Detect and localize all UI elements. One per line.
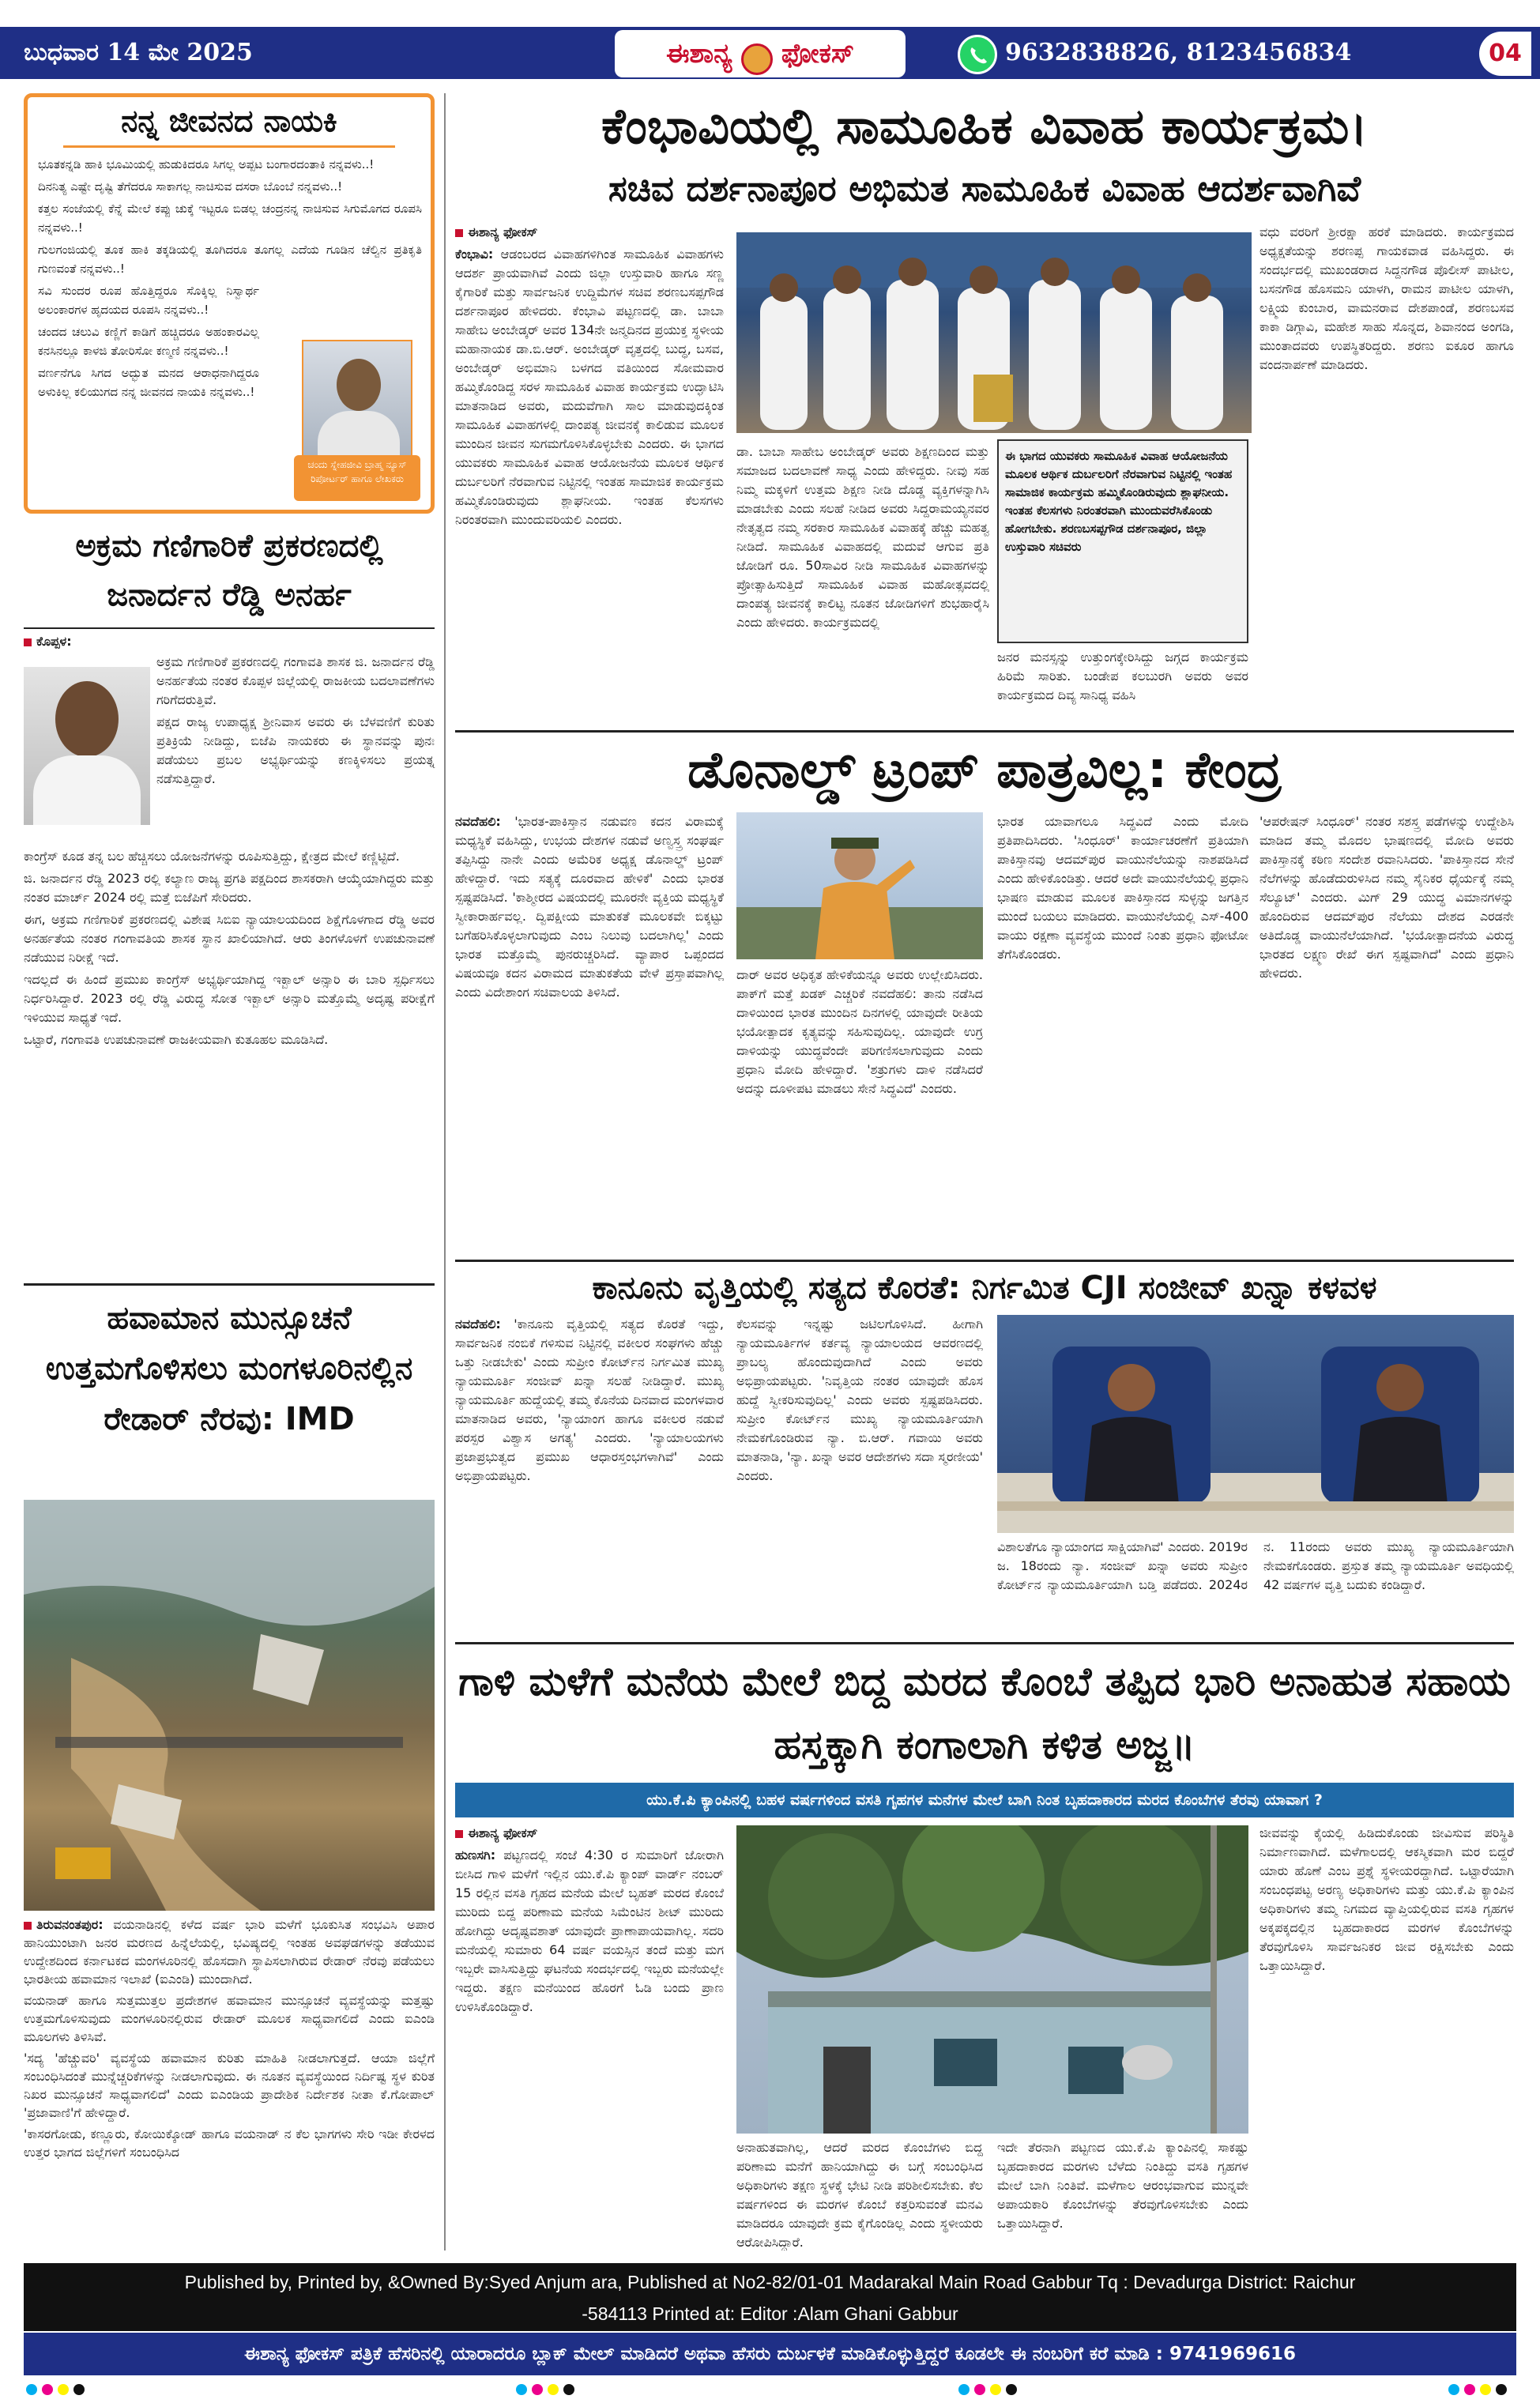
- trump-photo-modi: [736, 812, 983, 959]
- reddy-paragraph: ಒಟ್ಟಾರೆ, ಗಂಗಾವತಿ ಉಪಚುನಾವಣೆ ರಾಜಕೀಯವಾಗಿ ಕುತೂಹಲ ಮೂಡಿಸಿದೆ.: [24, 1032, 329, 1047]
- tree-col1: [455, 1824, 724, 2250]
- trump-col3: ಭಾರತ ಯಾವಾಗಲೂ ಸಿದ್ಧವಿದೆ ಎಂದು ಮೋದಿ ಪ್ರತಿಪಾದಿಸಿದರು. 'ಸಿಂಧೂರ್' ಕಾರ್ಯಾಚರಣೆಗೆ ಪ್ರತಿಯಾಗಿ ಪಾಕಿಸ್ತಾನವು ಆದಮ್‌ಪುರ ವಾಯುನೆಲೆಯನ್ನು ನಾಶಪಡಿಸಿದೆ ಎಂದು ಹೇಳಿಕೊಂಡಿತ್ತು. ಆದರೆ ಅದೇ ವಾಯುನೆಲೆಯಲ್ಲಿ ಪ್ರಧಾನಿ ಭಾಷಣ ಮಾಡುವ ಮೂಲಕ ಪಾಕಿಸ್ತಾನದ ಸುಳ್ಳನ್ನು ಜಗತ್ತಿನ ಮುಂದೆ ಬಯಲು ಮಾಡಿದರು. ವಾಯುನೆಲೆಯಲ್ಲಿ ಎಸ್-400 ವಾಯು ರಕ್ಷಣಾ ವ್ಯವಸ್ಥೆಯ ಮುಂದೆ ನಿಂತು ಪ್ರಧಾನಿ ಫೋಟೋ ತೆಗೆಸಿಕೊಂಡರು.: [997, 814, 1248, 962]
- tree-dateline: ಹುಣಸಗಿ:: [455, 1847, 496, 1863]
- marriage-col2: ಡಾ. ಬಾಬಾ ಸಾಹೇಬ ಅಂಬೇಡ್ಕರ್ ಅವರು ಶಿಕ್ಷಣದಿಂದ ಮತ್ತು ಸಮಾಜದ ಬದಲಾವಣೆ ಸಾಧ್ಯ ಎಂದು ಹೇಳಿದ್ದರು. ನೀವು ಸಹ ನಿಮ್ಮ ಮಕ್ಕಳಿಗೆ ಉತ್ತಮ ಶಿಕ್ಷಣ ನೀಡಿ ದೊಡ್ಡ ವ್ಯಕ್ತಿಗಳನ್ನಾಗಿಸಿ ಮಾಡಬೇಕು ಎಂದು ಸಲಹೆ ನೀಡಿದ ಅವರು ಸಿದ್ದರಾಮಯ್ಯನವರ ನೇತೃತ್ವದ ನಮ್ಮ ಸರಕಾರ ಸಾಮೂಹಿಕ ವಿವಾಹಕ್ಕೆ ಹೆಚ್ಚು ಮಹತ್ವ ನೀಡಿದೆ. ಸಾಮೂಹಿಕ ವಿವಾಹದಲ್ಲಿ ಮದುವೆ ಆಗುವ ಪ್ರತಿ ಜೋಡಿಗೆ ರೂ. 50ಸಾವಿರ ನೀಡಿ ಸಾಮೂಹಿಕ ವಿವಾಹಗಳನ್ನು ಪ್ರೋತ್ಸಾಹಿಸುತ್ತಿದೆ ಸಾಮೂಹಿಕ ವಿವಾಹ ಮಹೋತ್ಸವದಲ್ಲಿ ದಾಂಪತ್ಯ ಜೀವನಕ್ಕೆ ಕಾಲಿಟ್ಟ ನೂತನ ಜೋಡಿಗಳಿಗೆ ಶುಭಹಾರೈಸಿ ಎಂದು ಹೇಳಿದರು. ಕಾರ್ಯಕ್ರಮದಲ್ಲಿ: [736, 444, 989, 630]
- paper-name-part2: ಫೋಕಸ್: [781, 38, 855, 70]
- tree-col2: ಅನಾಹುತವಾಗಿಲ್ಲ, ಆದರೆ ಮರದ ಕೊಂಬೆಗಳು ಬಿದ್ದ ಪರಿಣಾಮ ಮನೆಗೆ ಹಾನಿಯಾಗಿದ್ದು ಈ ಬಗ್ಗೆ ಸಂಬಂಧಿಸಿದ ಅಧಿಕಾರಿಗಳು ತಕ್ಷಣ ಸ್ಥಳಕ್ಕೆ ಭೇಟಿ ನೀಡಿ ಪರಿಶೀಲಿಸಬೇಕು. ಕೆಲ ವರ್ಷಗಳಿಂದ ಈ ಮರಗಳ ಕೊಂಬೆ ಕತ್ತರಿಸುವಂತೆ ಮನವಿ ಮಾಡಿದರೂ ಯಾವುದೇ ಕ್ರಮ ಕೈಗೊಂಡಿಲ್ಲ ಎಂದು ಸ್ಥಳೀಯರು ಆರೋಪಿಸಿದ್ದಾರೆ.: [736, 2140, 983, 2250]
- column-separator: [444, 93, 446, 2250]
- radar-paragraph: [24, 1915, 435, 1988]
- whatsapp-icon: [958, 35, 997, 74]
- radar-photo-flood: [24, 1500, 435, 1911]
- reddy-photo: [24, 667, 150, 825]
- author-body: [318, 411, 400, 458]
- registration-marks: [24, 2383, 1516, 2396]
- masthead-phones: 9632838826, 8123456834: [1005, 39, 1352, 66]
- footer-imprint: [24, 2263, 1516, 2331]
- poem-line: ಸವಿ ಸುಂದರ ರೂಪ ಹೊತ್ತಿದ್ದರೂ ಸೊಕ್ಕಿಲ್ಲ ನಿಸ್ವಾರ್ಥ ಅಲಂಕಾರಗಳ ಹೃದಯದ ರೂಪಸಿ ನನ್ನವಳು..!: [38, 284, 259, 317]
- page-number: 04: [1479, 32, 1531, 76]
- tree-photo: [736, 1825, 1248, 2134]
- reddy-shirt: [33, 755, 141, 825]
- trump-col1: [455, 812, 724, 1255]
- reddy-paragraph: ಪಕ್ಷದ ರಾಜ್ಯ ಉಪಾಧ್ಯಕ್ಷ ಶ್ರೀನಿವಾಸ ಅವರು ಈ ಬೆಳವಣಿಗೆ ಕುರಿತು ಪ್ರತಿಕ್ರಿಯೆ ನೀಡಿದ್ದು, ಬಿಜೆಪಿ ನಾಯಕರು ಈ ಸ್ಥಾನವನ್ನು ಪುನಃ ಪಡೆಯಲು ಪ್ರಬಲ ಅಭ್ಯರ್ಥಿಯನ್ನು ಕಣಕ್ಕಿಳಿಸಲು ಪ್ರಯತ್ನ ನಡೆಸುತ್ತಿದ್ದಾರೆ.: [156, 714, 435, 786]
- radar-headline: ಹವಾಮಾನ ಮುನ್ಸೂಚನೆ ಉತ್ತಮಗೊಳಿಸಲು ಮಂಗಳೂರಿನಲ್ಲಿನ ರೇಡಾರ್ ನೆರವು: IMD: [45, 1300, 413, 1437]
- poem-line: ಭೂತಕನ್ನಡಿ ಹಾಕಿ ಭೂಮಿಯಲ್ಲಿ ಹುಡುಕಿದರೂ ಸಿಗಲ್ಲ ಅಪ್ಪಟ ಬಂಗಾರದಂತಾಕಿ ನನ್ನವಳು..!: [38, 157, 375, 171]
- poem-line: ದಿನನಿತ್ಯ ಎಷ್ಟೇ ದೃಷ್ಟಿ ತೆಗೆದರೂ ಸಾಕಾಗಲ್ಲ ನಾಚಿಸುವ ದಸರಾ ಬೊಂಬೆ ನನ್ನವಳು..!: [38, 179, 343, 194]
- reddy-paragraph: ಅಕ್ರಮ ಗಣಿಗಾರಿಕೆ ಪ್ರಕರಣದಲ್ಲಿ ಗಂಗಾವತಿ ಶಾಸಕ ಜಿ. ಜನಾರ್ದನ ರೆಡ್ಡಿ ಅನರ್ಹತೆಯ ನಂತರ ಕೊಪ್ಪಳ ಜಿಲ್ಲೆಯಲ್ಲಿ ರಾಜಕೀಯ ಬದಲಾವಣೆಗಳು ಗರಿಗೆದರುತ್ತಿವೆ.: [156, 654, 435, 707]
- reddy-paragraph: ಇದಲ್ಲದೆ ಈ ಹಿಂದೆ ಪ್ರಮುಖ ಕಾಂಗ್ರೆಸ್ ಅಭ್ಯರ್ಥಿಯಾಗಿದ್ದ ಇಕ್ಬಾಲ್ ಅನ್ಸಾರಿ ಈ ಬಾರಿ ಸ್ಪರ್ಧಿಸಲು ನಿರ್ಧರಿಸಿದ್ದಾರೆ. 2023 ರಲ್ಲಿ ರೆಡ್ಡಿ ವಿರುದ್ಧ ಸೋತ ಇಕ್ಬಾಲ್ ಅನ್ಸಾರಿ ಮತ್ತೊಮ್ಮೆ ಅದೃಷ್ಟ ಪರೀಕ್ಷೆಗೆ ಇಳಿಯುವ ಸಾಧ್ಯತೆ ಇದೆ.: [24, 972, 435, 1025]
- radar-paragraph: ವಯನಾಡ್ ಹಾಗೂ ಸುತ್ತಮುತ್ತಲ ಪ್ರದೇಶಗಳ ಹವಾಮಾನ ಮುನ್ಸೂಚನೆ ವ್ಯವಸ್ಥೆಯನ್ನು ಮತ್ತಷ್ಟು ಉತ್ತಮಗೊಳಿಸುವುದು ಮಂಗಳೂರಿನಲ್ಲಿರುವ ರೇಡಾರ್ ಮೂಲಕ ಸಾಧ್ಯವಾಗಲಿದೆ ಎಂದು ಐಎಂಡಿ ಮೂಲಗಳು ತಿಳಿಸಿವೆ.: [24, 1993, 435, 2044]
- marriage-col1-body: ಆಡಂಬರದ ವಿವಾಹಗಳಿಗಿಂತ ಸಾಮೂಹಿಕ ವಿವಾಹಗಳು ಆದರ್ಶ ಪ್ರಾಯವಾಗಿವೆ ಎಂದು ಜಿಲ್ಲಾ ಉಸ್ತುವಾರಿ ಹಾಗೂ ಸಣ್ಣ ಕೈಗಾರಿಕೆ ಮತ್ತು ಸಾರ್ವಜನಿಕ ಉದ್ದಿಮೆಗಳ ಸಚಿವ ಶರಣಬಸಪ್ಪಗೌಡ ದರ್ಶನಾಪೂರ ಹೇಳಿದರು. ಕೆಂಭಾವಿ ಪಟ್ಟಣದಲ್ಲಿ ಡಾ. ಬಾಬಾ ಸಾಹೇಬ ಅಂಬೇಡ್ಕರ್ ಅವರ 134ನೇ ಜನ್ಮದಿನದ ಪ್ರಯುಕ್ತ ಸ್ಥಳೀಯ ಮಹಾನಾಯಕ ಡಾ.ಬಿ.ಆರ್. ಅಂಬೇಡ್ಕರ್ ವೃತ್ತದಲ್ಲಿ ಬುದ್ಧ, ಬಸವ, ಅಂಬೇಡ್ಕರ್ ಅಭಿಮಾನಿ ಬಳಗದ ವತಿಯಿಂದ ಸೋಮವಾರ ಹಮ್ಮಿಕೊಂಡಿದ್ದ ಸರಳ ಸಾಮೂಹಿಕ ವಿವಾಹ ಕಾರ್ಯಕ್ರಮ ಉದ್ಘಾಟಿಸಿ ಮಾತನಾಡಿದ ಅವರು, ಮದುವೆಗಾಗಿ ಸಾಲ ಮಾಡುವುದಕ್ಕಿಂತ ಸಾಮೂಹಿಕ ವಿವಾಹಗಳಲ್ಲಿ ದಾಂಪತ್ಯ ಜೀವನಕ್ಕೆ ಕಾಲಿಡುವ ಮೂಲಕ ಮುಂದಿನ ಜೀವನ ಸುಗಮಗೊಳಿಸಿಕೊಳ್ಳಬೇಕು ಎಂದರು. ಈ ಭಾಗದ ಯುವಕರು ಸಾಮೂಹಿಕ ವಿವಾಹ ಆಯೋಜನೆಯ ಮೂಲಕ ಆರ್ಥಿಕ ದುರ್ಬಲರಿಗೆ ನೆರವಾಗುವ ನಿಟ್ಟಿನಲ್ಲಿ ಇಂತಹ ಸಾಮಾಜಿಕ ಕಾರ್ಯಕ್ರಮ ಹಮ್ಮಿಕೊಂಡಿರುವುದು ಶ್ಲಾಘನೀಯ. ಇಂತಹ ಕೆಲಸಗಳು ನಿರಂತರವಾಗಿ ಮುಂದುವರಿಯಲಿ ಎಂದರು.: [455, 247, 724, 527]
- marriage-byline-text: ಈಶಾನ್ಯ ಫೋಕಸ್: [468, 224, 538, 239]
- cji-col2: ಕೆಲಸವನ್ನು ಇನ್ನಷ್ಟು ಜಟಿಲಗೊಳಿಸಿದೆ. ಹೀಗಾಗಿ ನ್ಯಾಯಮೂರ್ತಿಗಳ ಕರ್ತವ್ಯ ನ್ಯಾಯಾಲಯದ ಆವರಣದಲ್ಲಿ ಪ್ರಾಬಲ್ಯ ಹೊಂದುವುದಾಗಿದೆ ಎಂದು ಅವರು ಅಭಿಪ್ರಾಯಪಟ್ಟರು. 'ನಿವೃತ್ತಿಯ ನಂತರ ಯಾವುದೇ ಹೊಸ ಹುದ್ದೆ ಸ್ವೀಕರಿಸುವುದಿಲ್ಲ' ಎಂದು ಅವರು ಸ್ಪಷ್ಟಪಡಿಸಿದರು. ಸುಪ್ರೀಂ ಕೋರ್ಟ್‌ನ ಮುಖ್ಯ ನ್ಯಾಯಮೂರ್ತಿಯಾಗಿ ನೇಮಕಗೊಂಡಿರುವ ನ್ಯಾ. ಬಿ.ಆರ್. ಗವಾಯಿ ಅವರು ಮಾತನಾಡಿ, 'ನ್ಯಾ. ಖನ್ನಾ ಅವರ ಆದೇಶಗಳು ಸದಾ ಸ್ಮರಣೀಯ' ಎಂದರು.: [736, 1316, 983, 1483]
- dateline-mark: [24, 1922, 32, 1930]
- author-head: [337, 359, 381, 411]
- tree-headline: ಗಾಳಿ ಮಳೆಗೆ ಮನೆಯ ಮೇಲೆ ಬಿದ್ದ ಮರದ ಕೊಂಬೆ ತಪ್ಪಿದ ಭಾರಿ ಅನಾಹುತ ಸಹಾಯ ಹಸ್ತಕ್ಕಾಗಿ ಕಂಗಾಲಾಗಿ ಕಳಿತ ಅಜ್ಜ॥: [458, 1659, 1511, 1768]
- reddy-paragraph: ಕಾಂಗ್ರೆಸ್ ಕೂಡ ತನ್ನ ಬಲ ಹೆಚ್ಚಿಸಲು ಯೋಜನೆಗಳನ್ನು ರೂಪಿಸುತ್ತಿದ್ದು, ಕ್ಷೇತ್ರದ ಮೇಲೆ ಕಣ್ಣಿಟ್ಟಿದೆ.: [24, 849, 400, 864]
- reddy-body-bottom: [24, 847, 435, 1258]
- trump-headline: ಡೊನಾಲ್ಡ್ ಟ್ರಂಪ್ ಪಾತ್ರವಿಲ್ಲ: ಕೇಂದ್ರ: [687, 741, 1282, 800]
- radar-paragraph: 'ಕಾಸರಗೋಡು, ಕಣ್ಣೂರು, ಕೋಯಿಕ್ಕೋಡ್ ಹಾಗೂ ವಯನಾಡ್ ನ ಕೆಲ ಭಾಗಗಳು ಸೇರಿ ಇಡೀ ಕೇರಳದ ಉತ್ತರ ಭಾಗದ ಜಿಲ್ಲೆಗಳಿಗೆ ಸಂಬಂಧಿಸಿದ: [24, 2126, 435, 2160]
- tree-col4: ಜೀವವನ್ನು ಕೈಯಲ್ಲಿ ಹಿಡಿದುಕೊಂಡು ಜೀವಿಸುವ ಪರಿಸ್ಥಿತಿ ನಿರ್ಮಾಣವಾಗಿದೆ. ಮಳೆಗಾಲದಲ್ಲಿ ಆಕಸ್ಮಿಕವಾಗಿ ಮರ ಬಿದ್ದರೆ ಯಾರು ಹೊಣೆ ಎಂಬ ಪ್ರಶ್ನೆ ಸ್ಥಳೀಯರದ್ದಾಗಿದೆ. ಒಟ್ಟಾರೆಯಾಗಿ ಸಂಬಂಧಪಟ್ಟ ಅರಣ್ಯ ಅಧಿಕಾರಿಗಳು ಮತ್ತು ಯು.ಕೆ.ಪಿ ಕ್ಯಾಂಪಿನ ಅಧಿಕಾರಿಗಳು ತಮ್ಮ ನಿಗಮದ ವ್ಯಾಪ್ತಿಯಲ್ಲಿರುವ ವಸತಿ ಗೃಹಗಳ ಅಕ್ಕಪಕ್ಕದಲ್ಲಿನ ಬೃಹದಾಕಾರದ ಮರಗಳ ಕೊಂಬೆಗಳನ್ನು ತೆರವುಗೊಳಿಸಿ ಸಾರ್ವಜನಿಕರ ಜೀವ ರಕ್ಷಿಸಬೇಕು ಎಂದು ಒತ್ತಾಯಿಸಿದ್ದಾರೆ.: [1259, 1825, 1514, 1973]
- marriage-col1: [455, 223, 724, 713]
- logo-emblem-icon: [741, 43, 773, 75]
- reddy-paragraph: ಈಗ, ಅಕ್ರಮ ಗಣಿಗಾರಿಕೆ ಪ್ರಕರಣದಲ್ಲಿ ವಿಶೇಷ ಸಿಬಿಐ ನ್ಯಾಯಾಲಯದಿಂದ ಶಿಕ್ಷೆಗೊಳಗಾದ ರೆಡ್ಡಿ ಅವರ ಅನರ್ಹತೆಯ ನಂತರ ಗಂಗಾವತಿಯ ಶಾಸಕ ಸ್ಥಾನ ಖಾಲಿಯಾಗಿದೆ. ಆರು ತಿಂಗಳೊಳಗೆ ಉಪಚುನಾವಣೆ ನಡೆಯುವ ನಿರೀಕ್ಷೆ ಇದೆ.: [24, 912, 435, 965]
- cji-col1-body: 'ಕಾನೂನು ವೃತ್ತಿಯಲ್ಲಿ ಸತ್ಯದ ಕೊರತೆ ಇದ್ದು, ಸಾರ್ವಜನಿಕ ನಂಬಿಕೆ ಗಳಿಸುವ ನಿಟ್ಟಿನಲ್ಲಿ ವಕೀಲರ ಸಂಘಗಳು ಹೆಚ್ಚು ಒತ್ತು ನೀಡಬೇಕು' ಎಂದು ಸುಪ್ರೀಂ ಕೋರ್ಟ್‌ನ ನಿರ್ಗಮಿತ ಮುಖ್ಯ ನ್ಯಾಯಮೂರ್ತಿ ಸಂಜೀವ್ ಖನ್ನಾ ಸಲಹೆ ನೀಡಿದ್ದಾರೆ. ಮುಖ್ಯ ನ್ಯಾಯಮೂರ್ತಿ ಹುದ್ದೆಯಲ್ಲಿ ತಮ್ಮ ಕೊನೆಯ ದಿನವಾದ ಮಂಗಳವಾರ ಮಾತನಾಡಿದ ಅವರು, 'ನ್ಯಾಯಾಂಗ ಹಾಗೂ ವಕೀಲರ ನಡುವೆ ಪರಸ್ಪರ ವಿಶ್ವಾಸ ಅಗತ್ಯ' ಎಂದರು. 'ನ್ಯಾಯಾಲಯಗಳು ಪ್ರಜಾಪ್ರಭುತ್ವದ ಪ್ರಮುಖ ಆಧಾರಸ್ತಂಭಗಳಾಗಿವೆ' ಎಂದು ಅಭಿಪ್ರಾಯಪಟ್ಟರು.: [455, 1316, 724, 1483]
- marriage-col4: ವಧು ವರರಿಗೆ ಶ್ರೀರಕ್ಷಾ ಹರಕೆ ಮಾಡಿದರು. ಕಾರ್ಯಕ್ರಮದ ಅಧ್ಯಕ್ಷತೆಯನ್ನು ಶರಣಪ್ಪ ಗಾಯಕವಾಡ ವಹಿಸಿದ್ದರು. ಈ ಸಂದರ್ಭದಲ್ಲಿ ಮುಖಂಡರಾದ ಸಿದ್ದನಗೌಡ ಪೊಲೀಸ್ ಪಾಟೀಲ, ಬಸನಗೌಡ ಹೊಸಮನಿ ಯಾಳಗಿ, ರಾಮನ ಪಾಟೀಲ ಯಾಳಗಿ, ಲಕ್ಷ್ಮಿಯ ಕುಂಬಾರ, ವಾಮನರಾವ ದೇಶಪಾಂಡೆ, ಶರಣಬಸವ ಕಾಕಾ ಡಿಗ್ಗಾವಿ, ಮಹೇಶ ಸಾಹು ಸೊನ್ನದ, ಶಿವಾನಂದ ಅಂಗಡಿ, ಮುಂತಾದವರು ಉಪಸ್ಥಿತರಿದ್ದರು. ಶರಣು ಐಕೂರ ಹಾಗೂ ವಂದನಾರ್ಪಣೆ ಮಾಡಿದರು.: [1259, 224, 1514, 372]
- trump-col4: 'ಆಪರೇಷನ್ ಸಿಂಧೂರ್' ನಂತರ ಸಶಸ್ತ್ರ ಪಡೆಗಳನ್ನು ಉದ್ದೇಶಿಸಿ ಮಾಡಿದ ತಮ್ಮ ಮೊದಲ ಭಾಷಣದಲ್ಲಿ ಮೋದಿ ಅವರು ಪಾಕಿಸ್ತಾನಕ್ಕೆ ಕಠಿಣ ಸಂದೇಶ ರವಾನಿಸಿದರು. 'ಪಾಕಿಸ್ತಾನದ ಸೇನೆ ನೆಲೆಗಳನ್ನು ಹೊಡೆದುರುಳಿಸಿದ ನಮ್ಮ ಸೈನಿಕರ ಧೈರ್ಯಕ್ಕೆ ನಮ್ಮ ಸೆಲ್ಯೂಟ್' ಎಂದರು. ಮಿಗ್ 29 ಯುದ್ಧ ವಿಮಾನಗಳನ್ನು ಹೊಂದಿರುವ ಆದಮ್‌ಪುರ ನೆಲೆಯು ದೇಶದ ಎರಡನೇ ಅತಿದೊಡ್ಡ ವಾಯುನೆಲೆಯಾಗಿದೆ. 'ಭಯೋತ್ಪಾದನೆಯ ವಿರುದ್ಧ ಭಾರತದ ಲಕ್ಷ್ಮಣ ರೇಖೆ ಈಗ ಸ್ಪಷ್ಟವಾಗಿದೆ' ಎಂದು ಪ್ರಧಾನಿ ಹೇಳಿದರು.: [1259, 814, 1514, 981]
- imprint-line-2: -584113 Printed at: Editor :Alam Ghani Gabbur: [582, 2303, 958, 2324]
- cji-photo: [997, 1315, 1514, 1533]
- marriage-col1-text: [455, 245, 724, 529]
- reddy-headline: ಅಕ್ರಮ ಗಣಿಗಾರಿಕೆ ಪ್ರಕರಣದಲ್ಲಿ ಜನಾರ್ದನ ರೆಡ್ಡಿ ಅನರ್ಹ: [75, 528, 383, 613]
- cji-rule: [455, 1642, 1514, 1644]
- poem-author-photo: [302, 340, 412, 458]
- poem-divider: [63, 145, 395, 148]
- marriage-rule: [455, 730, 1514, 733]
- trump-rule: [455, 1260, 1514, 1262]
- paper-name-part1: ಈಶಾನ್ಯ: [665, 38, 732, 70]
- marriage-col3: ಜನರ ಮನಸ್ಸನ್ನು ಉತ್ತುಂಗಕ್ಕೇರಿಸಿದ್ದು ಜಗ್ಗದ ಕಾರ್ಯಕ್ರಮ ಹಿರಿಮೆ ಸಾರಿತು. ಬಂಡೇಪ ಕಲಬುರಗಿ ಅವರು ಅವರ ಕಾರ್ಯಕ್ರಮದ ದಿವ್ಯ ಸಾನಿಧ್ಯ ವಹಿಸಿ: [997, 650, 1248, 702]
- tree-byline-text: ಈಶಾನ್ಯ ಫೋಕಸ್: [468, 1825, 538, 1840]
- cji-dateline: ನವದೆಹಲಿ:: [455, 1316, 501, 1331]
- poem-title: ನನ್ನ ಜೀವನದ ನಾಯಕಿ: [121, 104, 337, 138]
- trump-dateline: ನವದೆಹಲಿ:: [455, 814, 501, 829]
- poem-line: ಗುಲಗಂಜಿಯಲ್ಲಿ ತೂಕ ಹಾಕಿ ತಕ್ಕಡಿಯಲ್ಲಿ ತೂಗಿದರೂ ತೂಗಲ್ಲ ಎದೆಯ ಗೂಡಿನ ಚೆಲ್ವಿನ ಪ್ರತಿಕೃತಿ ಗುಣವಂತೆ ನನ್ನವಳು..!: [38, 243, 422, 276]
- dateline-mark: [24, 638, 32, 646]
- reddy-rule: [24, 627, 435, 629]
- tree-col1-body: ಪಟ್ಟಣದಲ್ಲಿ ಸಂಜೆ 4:30 ರ ಸುಮಾರಿಗೆ ಜೋರಾಗಿ ಬೀಸಿದ ಗಾಳಿ ಮಳೆಗೆ ಇಲ್ಲಿನ ಯು.ಕೆ.ಪಿ ಕ್ಯಾಂಪ್ ವಾರ್ಡ್ ನಂಬರ್ 15 ರಲ್ಲಿನ ವಸತಿ ಗೃಹದ ಮನೆಯ ಮೇಲೆ ಬೃಹತ್ ಮರದ ಕೊಂಬೆ ಮುರಿದು ಬಿದ್ದ ಪರಿಣಾಮ ಮನೆಯ ಸಿಮೆಂಟಿನ ಶೀಟ್ ಮುರಿದು ಹೋಗಿದ್ದು ಅದೃಷ್ಟವಶಾತ್ ಯಾವುದೇ ಪ್ರಾಣಾಪಾಯವಾಗಿಲ್ಲ. ಸದರಿ ಮನೆಯಲ್ಲಿ ಸುಮಾರು 64 ವರ್ಷ ವಯಸ್ಸಿನ ತಂದೆ ಮತ್ತು ಮಗ ಇಬ್ಬರೇ ವಾಸಿಸುತ್ತಿದ್ದು ಘಟನೆಯ ಸಂದರ್ಭದಲ್ಲಿ ಇಬ್ಬರು ಮನೆಯಲ್ಲೇ ಇದ್ದರು. ತಕ್ಷಣ ಮನೆಯಿಂದ ಹೊರಗೆ ಓಡಿ ಬಂದು ಪ್ರಾಣ ಉಳಿಸಿಕೊಂಡಿದ್ದಾರೆ.: [455, 1847, 724, 2014]
- radar-paragraph: 'ಸದ್ಯ 'ಹೆಚ್ಚುವರಿ' ವ್ಯವಸ್ಥೆಯ ಹವಾಮಾನ ಕುರಿತು ಮಾಹಿತಿ ನೀಡಲಾಗುತ್ತದೆ. ಆಯಾ ಜಿಲ್ಲೆಗೆ ಸಂಬಂಧಿಸಿದಂತೆ ಮುನ್ನೆಚ್ಚರಿಕೆಗಳನ್ನು ನೀಡಲಾಗುವುದು. ಈ ನೂತನ ವ್ಯವಸ್ಥೆಯಿಂದ ನಿರ್ದಿಷ್ಟ ಸ್ಥಳ ಕುರಿತ ನಿಖರ ಮುನ್ಸೂಚನೆ ಸಾಧ್ಯವಾಗಲಿದೆ' ಎಂದು ಐಎಂಡಿಯ ಪ್ರಾದೇಶಿಕ ನಿರ್ದೇಶಕ ನೀತಾ ಕೆ.ಗೋಪಾಲ್ 'ಪ್ರಜಾವಾಣಿ'ಗೆ ಹೇಳಿದ್ದಾರೆ.: [24, 2051, 435, 2120]
- trump-col2: ದಾರ್ ಅವರ ಅಧಿಕೃತ ಹೇಳಿಕೆಯನ್ನೂ ಅವರು ಉಲ್ಲೇಖಿಸಿದರು. ಪಾಕ್‌ಗೆ ಮತ್ತೆ ಖಡಕ್ ಎಚ್ಚರಿಕೆ ನವದೆಹಲಿ: ತಾನು ನಡೆಸಿದ ದಾಳಿಯಿಂದ ಭಾರತ ಮುಂದಿನ ದಿನಗಳಲ್ಲಿ ಯಾವುದೇ ರೀತಿಯ ಭಯೋತ್ಪಾದಕ ಕೃತ್ಯವನ್ನು ಸಹಿಸುವುದಿಲ್ಲ. ಯಾವುದೇ ಉಗ್ರ ದಾಳಿಯನ್ನು ಯುದ್ಧವೆಂದೇ ಪರಿಗಣಿಸಲಾಗುವುದು ಎಂದು ಪ್ರಧಾನಿ ಮೋದಿ ಹೇಳಿದ್ದಾರೆ. 'ಶತ್ರುಗಳು ದಾಳಿ ನಡೆಸಿದರೆ ಅದನ್ನು ದೂಳೀಪಟ ಮಾಡಲು ಸೇನೆ ಸಿದ್ಧವಿದೆ' ಎಂದರು.: [736, 967, 983, 1096]
- marriage-photo: [736, 232, 1252, 433]
- footer-notice: ಈಶಾನ್ಯ ಫೋಕಸ್ ಪತ್ರಿಕೆ ಹೆಸರಿನಲ್ಲಿ ಯಾರಾದರೂ ಬ್ಲಾಕ್ ಮೇಲ್ ಮಾಡಿದರೆ ಅಥವಾ ಹೆಸರು ದುರ್ಬಳಕೆ ಮಾಡಿಕೊಳ್ಳುತ್ತಿದ್ದರೆ ಕೂಡಲೇ ಈ ನಂಬರಿಗೆ ಕರೆ ಮಾಡಿ : 9741969616: [24, 2333, 1516, 2375]
- tree-byline: [455, 1824, 724, 1843]
- imprint-line-1: Published by, Printed by, &Owned By:Syed Anjum ara, Published at No2-82/01-01 Madarakal Main Road Gabbur Tq : Devadurga District: Raichur: [184, 2272, 1356, 2292]
- byline-mark: [455, 229, 463, 237]
- cji-headline: ಕಾನೂನು ವೃತ್ತಿಯಲ್ಲಿ ಸತ್ಯದ ಕೊರತೆ: ನಿರ್ಗಮಿತ CJI ಸಂಜೀವ್ ಖನ್ನಾ ಕಳವಳ: [592, 1270, 1377, 1306]
- poem-line: ಚಂದದ ಚಲುವಿ ಕಣ್ಣಿಗೆ ಕಾಡಿಗೆ ಹಚ್ಚಿದರೂ ಅಹಂಕಾರವಿಲ್ಲ ಕನಸಿನಲ್ಲೂ ಕಾಳಜಿ ತೋರಿಸೋ ಕಣ್ಮಣಿ ನನ್ನವಳು..!: [38, 325, 259, 358]
- marriage-pullquote: ಈ ಭಾಗದ ಯುವಕರು ಸಾಮೂಹಿಕ ವಿವಾಹ ಆಯೋಜನೆಯ ಮೂಲಕ ಆರ್ಥಿಕ ದುರ್ಬಲರಿಗೆ ನೆರವಾಗುವ ನಿಟ್ಟಿನಲ್ಲಿ ಇಂತಹ ಸಾಮಾಜಿಕ ಕಾರ್ಯಕ್ರಮ ಹಮ್ಮಿಕೊಂಡಿರುವುದು ಶ್ಲಾಘನೀಯ. ಇಂತಹ ಕೆಲಸಗಳು ನಿರಂತರವಾಗಿ ಮುಂದುವರೆಸಿಕೊಂಡು ಹೋಗಬೇಕು. ಶರಣಬಸಪ್ಪಗೌಡ ದರ್ಶನಾಪೂರ, ಜಿಲ್ಲಾ ಉಸ್ತುವಾರಿ ಸಚಿವರು: [997, 439, 1248, 643]
- cji-col3: ವಿಶಾಲತೆಗೂ ನ್ಯಾಯಾಂಗದ ಸಾಕ್ಷಿಯಾಗಿವೆ' ಎಂದರು. 2019ರ ಜ. 18ರಂದು ನ್ಯಾ. ಸಂಜೀವ್ ಖನ್ನಾ ಅವರು ಸುಪ್ರೀಂ ಕೋರ್ಟ್‌ನ ನ್ಯಾಯಮೂರ್ತಿಯಾಗಿ ಬಡ್ತಿ ಪಡೆದರು. 2024ರ ನ. 11ರಂದು ಅವರು ಮುಖ್ಯ ನ್ಯಾಯಮೂರ್ತಿಯಾಗಿ ನೇಮಕಗೊಂಡರು. ಪ್ರಸ್ತುತ ತಮ್ಮ ನ್ಯಾಯಮೂರ್ತಿ ಅವಧಿಯಲ್ಲಿ 42 ವರ್ಷಗಳ ವೃತ್ತಿ ಬದುಕು ಕಂಡಿದ್ದಾರೆ.: [997, 1539, 1514, 1592]
- masthead-logo: [615, 30, 906, 77]
- radar-dateline: ತಿರುವನಂತಪುರ:: [36, 1917, 104, 1932]
- marriage-byline: [455, 223, 724, 242]
- radar-paragraph-text: ವಯನಾಡಿನಲ್ಲಿ ಕಳೆದ ವರ್ಷ ಭಾರಿ ಮಳೆಗೆ ಭೂಕುಸಿತ ಸಂಭವಿಸಿ ಅಪಾರ ಹಾನಿಯುಂಟಾಗಿ ಜನರ ಮರಣದ ಹಿನ್ನೆಲೆಯಲ್ಲಿ, ಭವಿಷ್ಯದಲ್ಲಿ ಇಂತಹ ಅವಘಡಗಳನ್ನು ತಡೆಯುವ ಉದ್ದೇಶದಿಂದ ಕರ್ನಾಟಕದ ಮಂಗಳೂರಿನಲ್ಲಿ ಹೊಸದಾಗಿ ಸ್ಥಾಪಿಸಲಾಗಿರುವ ರೇಡಾರ್ ನೆರವು ಪಡೆಯಲು ಭಾರತೀಯ ಹವಾಮಾನ ಇಲಾಖೆ (ಐಎಂಡಿ) ಮುಂದಾಗಿದೆ.: [24, 1917, 435, 1987]
- poem-line: ಕತ್ತಲ ಸಂಜೆಯಲ್ಲಿ ಕೆನ್ನೆ ಮೇಲೆ ಕಪ್ಪು ಚುಕ್ಕೆ ಇಟ್ಟರೂ ಬಿಡಲ್ಲ ಚಂದ್ರನನ್ನ ನಾಚಿಸುವ ಸಿಗುಮೊಗದ ರೂಪಸಿ ನನ್ನವಳು..!: [38, 202, 422, 235]
- reddy-body-side: [156, 653, 435, 846]
- reddy-dateline: ಕೊಪ್ಪಳ:: [36, 634, 72, 649]
- marriage-dateline: ಕೆಂಭಾವಿ:: [455, 247, 494, 262]
- tree-col3: ಇದೇ ತೆರನಾಗಿ ಪಟ್ಟಣದ ಯು.ಕೆ.ಪಿ ಕ್ಯಾಂಪಿನಲ್ಲಿ ಸಾಕಷ್ಟು ಬೃಹದಾಕಾರದ ಮರಗಳು ಬೆಳೆದು ನಿಂತಿದ್ದು ವಸತಿ ಗೃಹಗಳ ಮೇಲೆ ಬಾಗಿ ನಿಂತಿವೆ. ಮಳೆಗಾಲ ಆರಂಭವಾಗುವ ಮುನ್ನವೇ ಅಪಾಯಕಾರಿ ಕೊಂಬೆಗಳನ್ನು ತೆರವುಗೊಳಿಸಬೇಕು ಎಂದು ಒತ್ತಾಯಿಸಿದ್ದಾರೆ.: [997, 2140, 1248, 2231]
- marriage-headline-2: ಸಚಿವ ದರ್ಶನಾಪೂರ ಅಭಿಮತ ಸಾಮೂಹಿಕ ವಿವಾಹ ಆದರ್ಶವಾಗಿವೆ: [608, 168, 1361, 209]
- radar-top-rule: [24, 1283, 435, 1286]
- byline-mark: [455, 1830, 463, 1838]
- cji-col1: [455, 1315, 724, 1637]
- radar-body: [24, 1915, 435, 2247]
- reddy-paragraph: ಜಿ. ಜನಾರ್ದನ ರೆಡ್ಡಿ 2023 ರಲ್ಲಿ ಕಲ್ಯಾಣ ರಾಜ್ಯ ಪ್ರಗತಿ ಪಕ್ಷದಿಂದ ಶಾಸಕರಾಗಿ ಆಯ್ಕೆಯಾಗಿದ್ದರು ಮತ್ತು ನಂತರ ಮಾರ್ಚ್ 2024 ರಲ್ಲಿ ಮತ್ತೆ ಬಿಜೆಪಿಗೆ ಸೇರಿದರು.: [24, 871, 435, 905]
- masthead-date: ಬುಧವಾರ 14 ಮೇ 2025: [24, 39, 253, 66]
- reddy-head: [55, 681, 119, 757]
- marriage-headline-1: ಕೆಂಭಾವಿಯಲ್ಲಿ ಸಾಮೂಹಿಕ ವಿವಾಹ ಕಾರ್ಯಕ್ರಮ।: [601, 97, 1368, 155]
- trump-col1-body: 'ಭಾರತ-ಪಾಕಿಸ್ತಾನ ನಡುವಣ ಕದನ ವಿರಾಮಕ್ಕೆ ಮಧ್ಯಸ್ಥಿಕೆ ವಹಿಸಿದ್ದು, ಉಭಯ ದೇಶಗಳ ನಡುವೆ ಅಣ್ವಸ್ತ್ರ ಸಂಘರ್ಷ ತಪ್ಪಿಸಿದ್ದು ನಾನೇ ಎಂದು ಅಮೆರಿಕ ಅಧ್ಯಕ್ಷ ಡೊನಾಲ್ಡ್ ಟ್ರಂಪ್ ಹೇಳಿದ್ದಾರೆ. ಇದು ಸತ್ಯಕ್ಕೆ ದೂರವಾದ ಹೇಳಿಕೆ' ಎಂದು ಭಾರತ ಸ್ಪಷ್ಟಪಡಿಸಿದೆ. 'ಕಾಶ್ಮೀರದ ವಿಷಯದಲ್ಲಿ ಮೂರನೇ ವ್ಯಕ್ತಿಯ ಮಧ್ಯಸ್ಥಿಕೆ ಸ್ವೀಕಾರಾರ್ಹವಲ್ಲ. ದ್ವಿಪಕ್ಷೀಯ ಮಾತುಕತೆ ಮೂಲಕವೇ ಬಿಕ್ಕಟ್ಟು ಬಗೆಹರಿಸಿಕೊಳ್ಳಲಾಗುವುದು ಎಂಬ ನಿಲುವು ಬದಲಾಗಿಲ್ಲ' ಎಂದು ಭಾರತ ಮತ್ತೊಮ್ಮೆ ಪುನರುಚ್ಚರಿಸಿದೆ. ವ್ಯಾಪಾರ ಒಪ್ಪಂದದ ವಿಷಯವೂ ಕದನ ವಿರಾಮದ ಮಾತುಕತೆಯ ವೇಳೆ ಪ್ರಸ್ತಾಪವಾಗಿಲ್ಲ ಎಂದು ವಿದೇಶಾಂಗ ಸಚಿವಾಲಯ ತಿಳಿಸಿದೆ.: [455, 814, 724, 1000]
- poem-author-caption: ಚಂದು ಸ್ನೇಹಜೀವಿ ಬ್ರಾಹ್ಮ ನ್ಯೂಸ್ ರಿಪೋರ್ಟರ್ ಹಾಗೂ ಲೇಖಕರು: [294, 455, 420, 501]
- poem-line: ವರ್ಣನೆಗೂ ಸಿಗದ ಅದ್ಭುತ ಮನದ ಆರಾಧನಾಗಿದ್ದರೂ ಅಳುಕಿಲ್ಲ ಕಲಿಯುಗದ ನನ್ನ ಜೀವನದ ನಾಯಕಿ ನನ್ನವಳು..!: [38, 366, 259, 399]
- tree-banner: ಯು.ಕೆ.ಪಿ ಕ್ಯಾಂಪಿನಲ್ಲಿ ಬಹಳ ವರ್ಷಗಳಿಂದ ವಸತಿ ಗೃಹಗಳ ಮನೆಗಳ ಮೇಲೆ ಬಾಗಿ ನಿಂತ ಬೃಹದಾಕಾರದ ಮರದ ಕೊಂಬೆಗಳ ತೆರವು ಯಾವಾಗ ?: [455, 1783, 1514, 1817]
- tree-col1-text: [455, 1846, 724, 2017]
